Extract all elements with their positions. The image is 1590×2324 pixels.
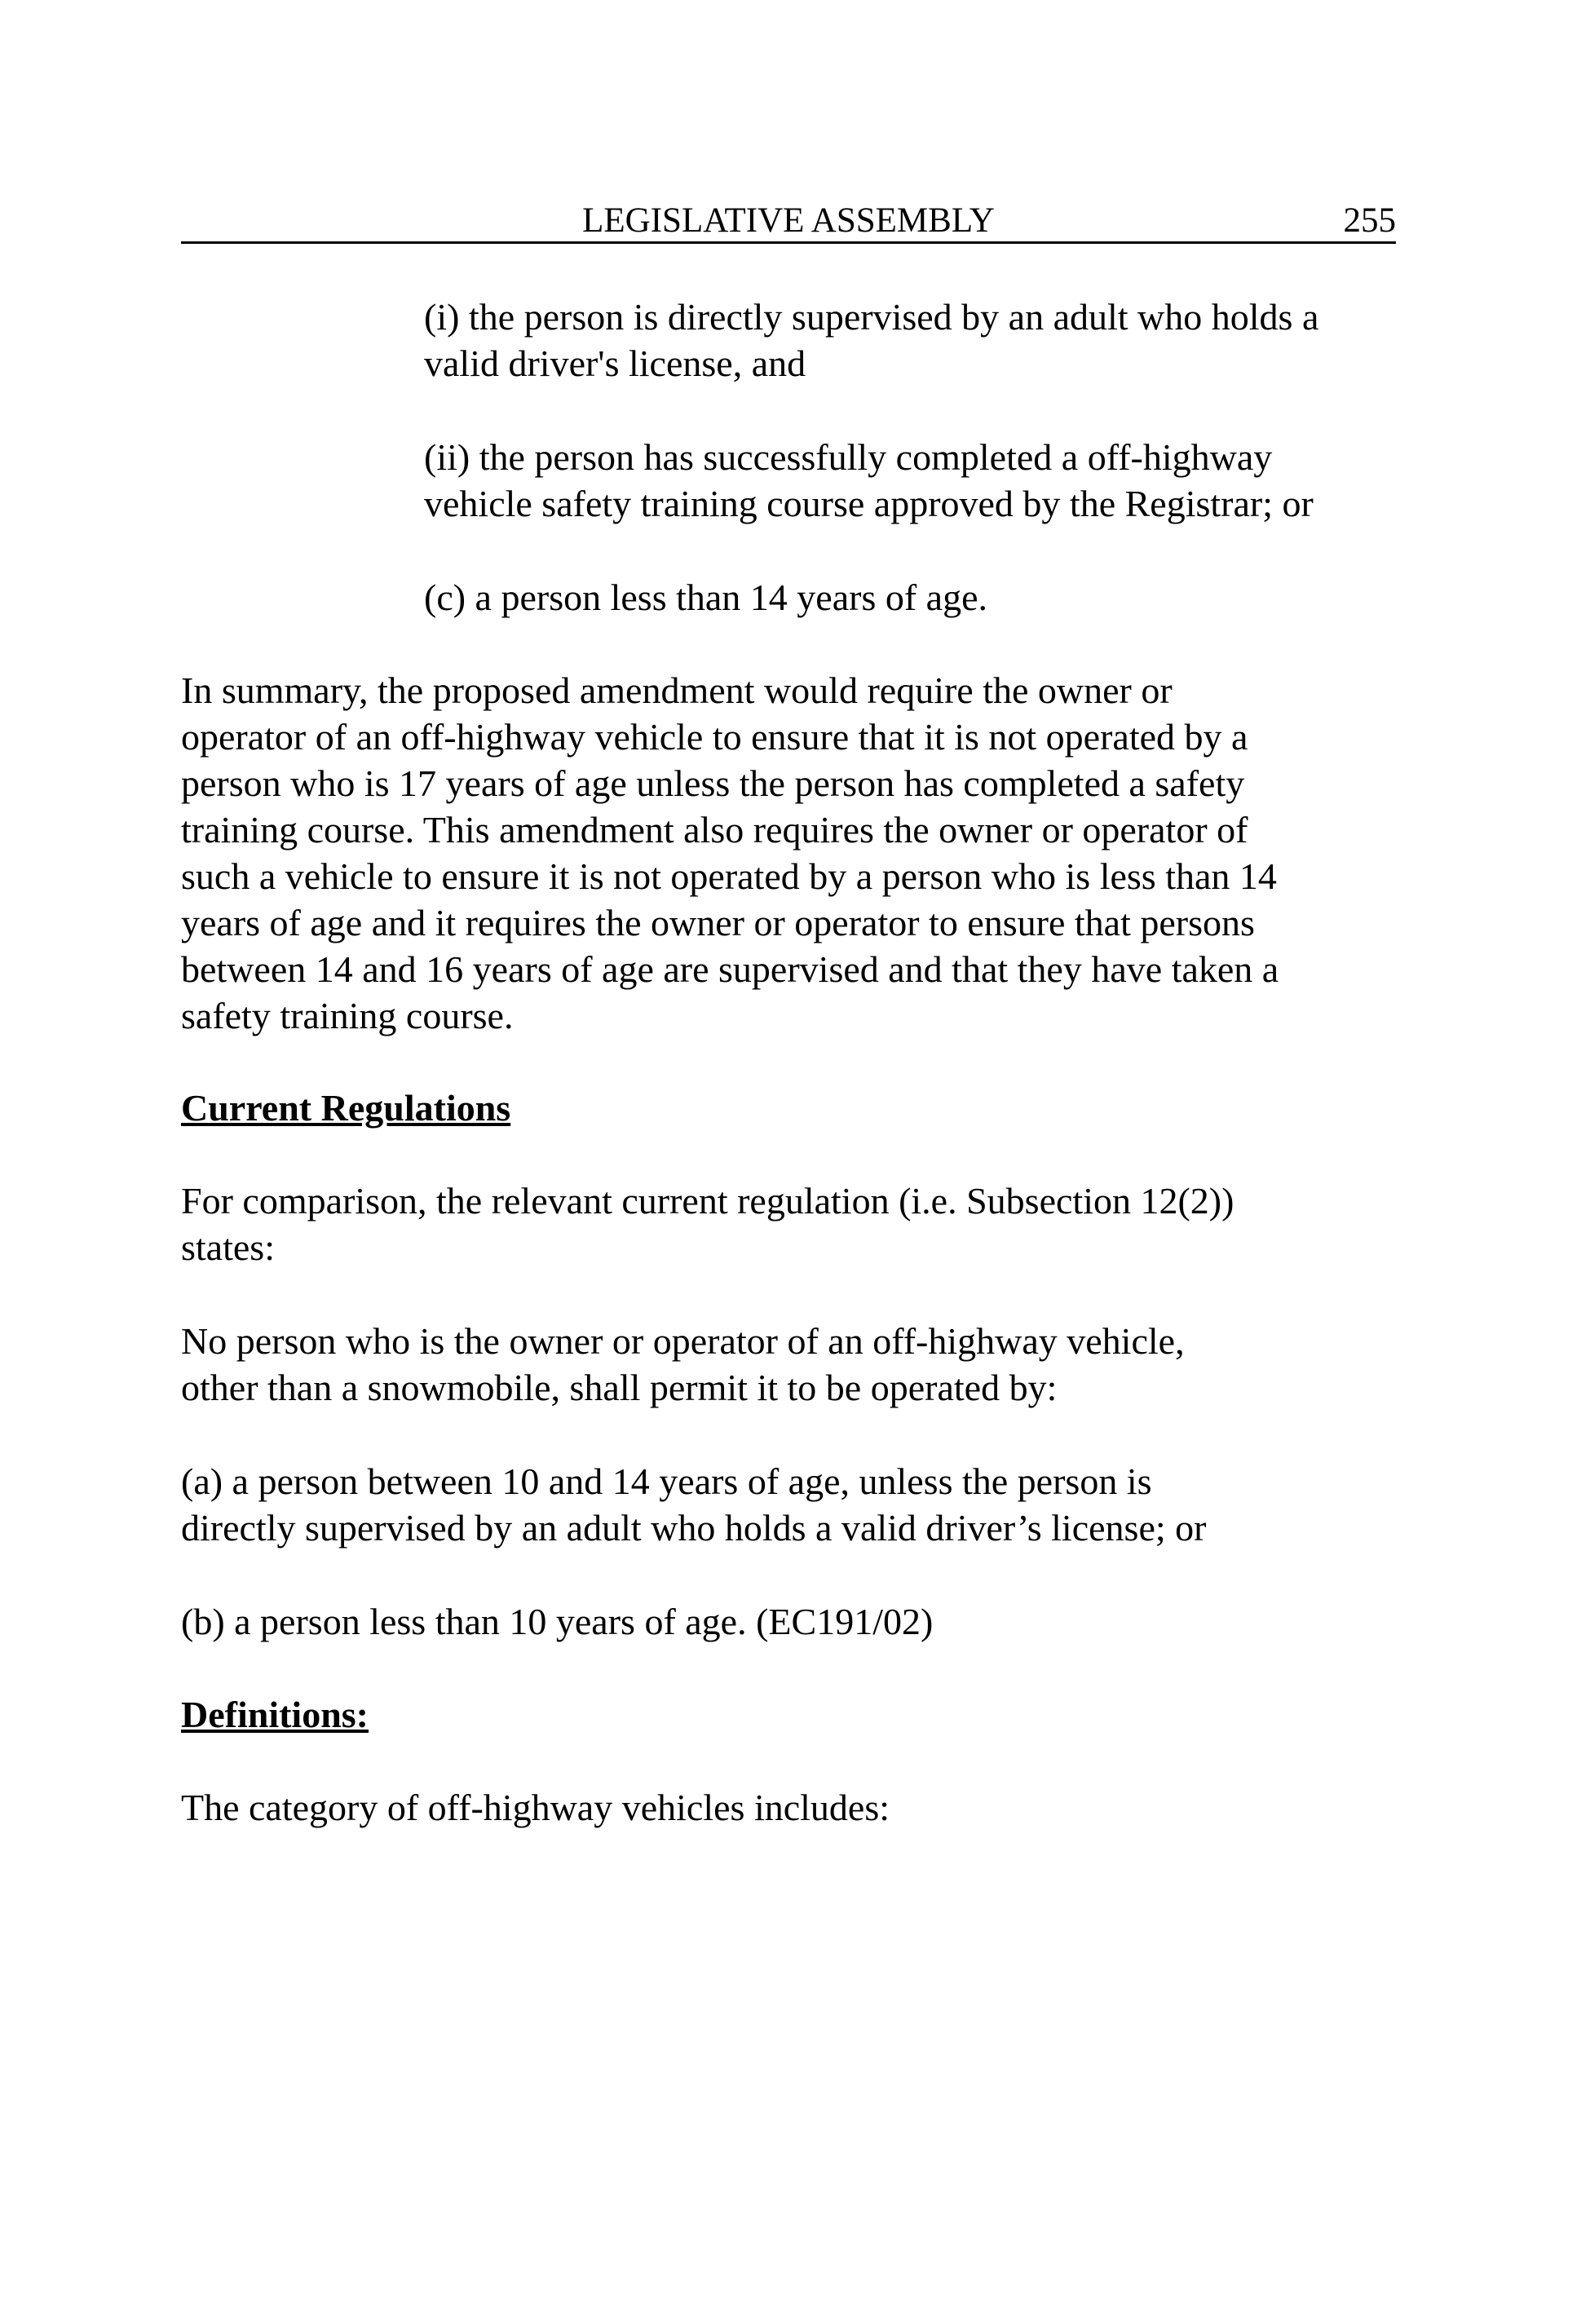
clause-c — [424, 574, 987, 621]
current-regulations-heading: Current Regulations — [181, 1087, 511, 1129]
summary-line: In summary, the proposed amendment would require the owner or — [181, 669, 1173, 711]
regulation-clause-b — [181, 1598, 933, 1645]
regulation-clause-a — [181, 1458, 1206, 1551]
page-header — [181, 201, 1396, 244]
regulation-clause-b-line: (b) a person less than 10 years of age. (EC191/02) — [181, 1601, 934, 1642]
summary-line: between 14 and 16 years of age are supervised and that they have taken a — [181, 948, 1279, 990]
header-title: LEGISLATIVE ASSEMBLY — [582, 201, 995, 240]
clause-i — [424, 294, 1318, 387]
regulation-rule-line: other than a snowmobile, shall permit it to be operated by: — [181, 1367, 1058, 1408]
comparison-line: states: — [181, 1226, 275, 1268]
clause-i-line: valid driver's license, and — [424, 342, 806, 384]
clause-ii — [424, 434, 1314, 527]
clause-c-line: (c) a person less than 14 years of age. — [424, 577, 988, 618]
summary-paragraph — [181, 667, 1279, 1039]
summary-line: years of age and it requires the owner or operator to ensure that persons — [181, 902, 1255, 943]
summary-line: safety training course. — [181, 995, 514, 1036]
summary-line: such a vehicle to ensure it is not operated by a person who is less than 14 — [181, 855, 1277, 897]
comparison-paragraph — [181, 1177, 1234, 1270]
regulation-rule-paragraph — [181, 1318, 1185, 1411]
page-number: 255 — [1343, 201, 1396, 240]
definitions-line: The category of off-highway vehicles includes: — [181, 1787, 890, 1828]
summary-line: operator of an off-highway vehicle to ensure that it is not operated by a — [181, 716, 1248, 758]
comparison-line: For comparison, the relevant current regulation (i.e. Subsection 12(2)) — [181, 1180, 1234, 1222]
regulation-clause-a-line: directly supervised by an adult who holds a valid driver’s license; or — [181, 1507, 1207, 1549]
clause-i-line: (i) the person is directly supervised by an adult who holds a — [424, 296, 1319, 338]
clause-ii-line: vehicle safety training course approved by the Registrar; or — [424, 483, 1314, 524]
clause-ii-line: (ii) the person has successfully completed a off-highway — [424, 436, 1273, 478]
summary-line: training course. This amendment also requires the owner or operator of — [181, 809, 1248, 851]
regulation-rule-line: No person who is the owner or operator of an off-highway vehicle, — [181, 1320, 1185, 1362]
definitions-heading: Definitions: — [181, 1694, 369, 1735]
summary-line: person who is 17 years of age unless the person has completed a safety — [181, 762, 1245, 804]
regulation-clause-a-line: (a) a person between 10 and 14 years of age, unless the person is — [181, 1460, 1152, 1502]
definitions-paragraph — [181, 1784, 890, 1831]
